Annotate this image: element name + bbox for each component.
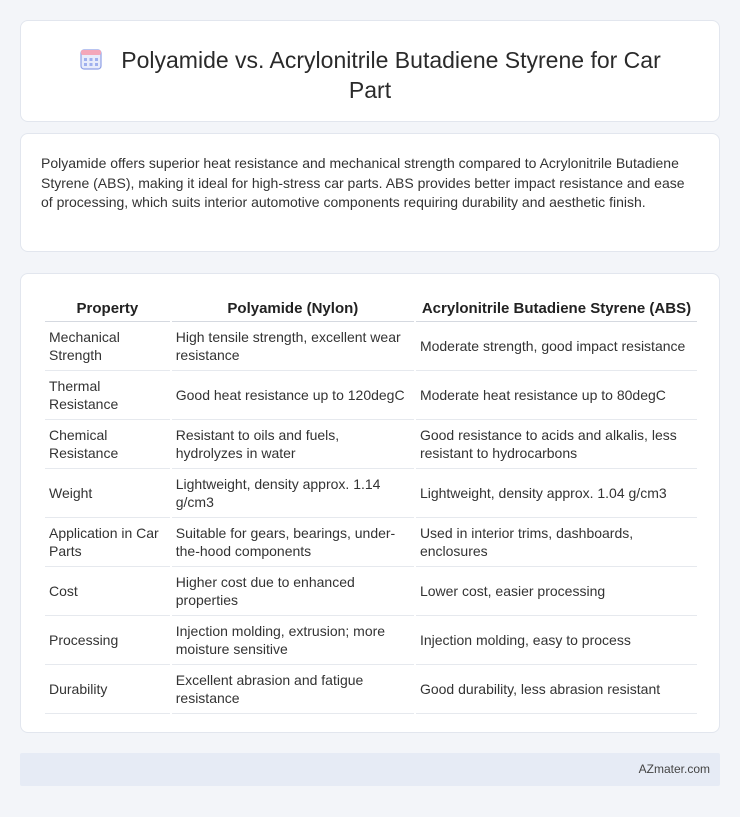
property-cell: Processing: [45, 616, 170, 665]
abs-cell: Used in interior trims, dashboards, enclosures: [416, 518, 697, 567]
table-row: [45, 616, 697, 665]
header-property: Property: [45, 294, 170, 322]
polyamide-cell: Excellent abrasion and fatigue resistance: [172, 665, 414, 714]
intro-card: [20, 133, 720, 252]
property-cell: Weight: [45, 469, 170, 518]
table-header-row: [45, 294, 697, 322]
polyamide-cell: Good heat resistance up to 120degC: [172, 371, 414, 420]
polyamide-cell: Higher cost due to enhanced properties: [172, 567, 414, 616]
page-title-text: Polyamide vs. Acrylonitrile Butadiene Styrene for Car Part: [121, 47, 661, 103]
table-row: [45, 665, 697, 714]
comparison-card: [20, 273, 720, 733]
property-cell: Chemical Resistance: [45, 420, 170, 469]
table-row: [45, 469, 697, 518]
header-polyamide: Polyamide (Nylon): [172, 294, 414, 322]
polyamide-cell: Resistant to oils and fuels, hydrolyzes in water: [172, 420, 414, 469]
title-card: [20, 20, 720, 122]
property-cell: Mechanical Strength: [45, 322, 170, 371]
property-cell: Application in Car Parts: [45, 518, 170, 567]
page-title: [61, 45, 679, 105]
polyamide-cell: Suitable for gears, bearings, under-the-hood components: [172, 518, 414, 567]
abs-cell: Injection molding, easy to process: [416, 616, 697, 665]
abs-cell: Moderate strength, good impact resistance: [416, 322, 697, 371]
header-abs: Acrylonitrile Butadiene Styrene (ABS): [416, 294, 697, 322]
table-row: [45, 567, 697, 616]
abs-cell: Good resistance to acids and alkalis, less resistant to hydrocarbons: [416, 420, 697, 469]
abs-cell: Lower cost, easier processing: [416, 567, 697, 616]
abs-cell: Lightweight, density approx. 1.04 g/cm3: [416, 469, 697, 518]
polyamide-cell: Injection molding, extrusion; more moisture sensitive: [172, 616, 414, 665]
calendar-grid-icon: [79, 47, 103, 71]
comparison-table: [43, 294, 699, 714]
polyamide-cell: Lightweight, density approx. 1.14 g/cm3: [172, 469, 414, 518]
property-cell: Cost: [45, 567, 170, 616]
table-row: [45, 322, 697, 371]
footer-site-link[interactable]: AZmater.com: [638, 762, 710, 776]
polyamide-cell: High tensile strength, excellent wear resistance: [172, 322, 414, 371]
property-cell: Thermal Resistance: [45, 371, 170, 420]
property-cell: Durability: [45, 665, 170, 714]
footer-bar: [20, 753, 720, 786]
abs-cell: Good durability, less abrasion resistant: [416, 665, 697, 714]
table-row: [45, 518, 697, 567]
table-row: [45, 420, 697, 469]
abs-cell: Moderate heat resistance up to 80degC: [416, 371, 697, 420]
table-row: [45, 371, 697, 420]
intro-paragraph: Polyamide offers superior heat resistance and mechanical strength compared to Acrylonitrile Butadiene Styrene (ABS), making it ideal for high-stress car parts. ABS provides better impact resistance and ease of processing, which suits interior automotive components requiring durability and aesthetic finish.: [41, 155, 685, 210]
